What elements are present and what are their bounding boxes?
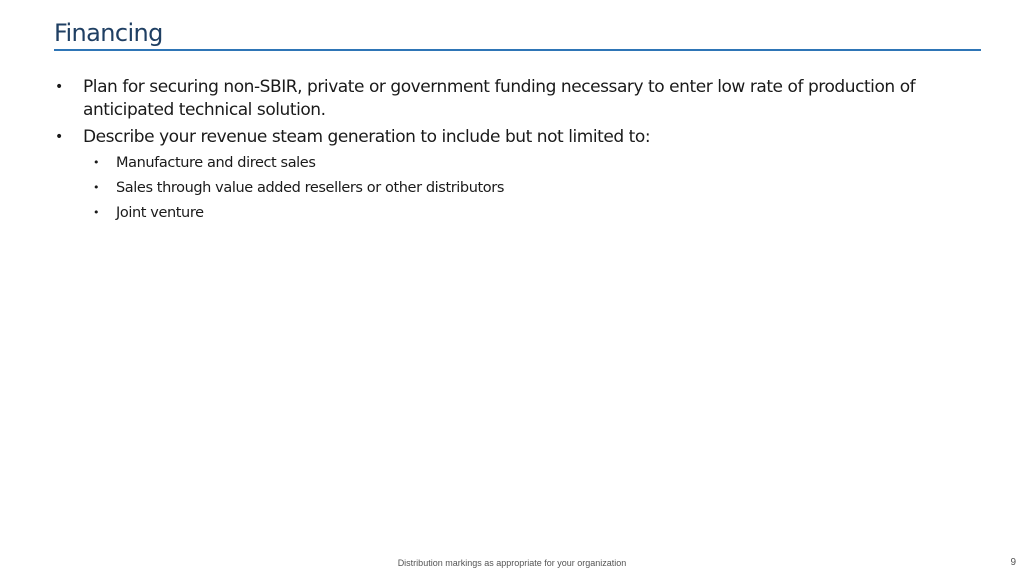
sub-bullet-dot-icon: • xyxy=(93,181,100,194)
bullet-item xyxy=(54,76,974,122)
bullet-item xyxy=(54,126,974,149)
sub-bullet-item xyxy=(54,203,974,223)
sub-bullet-text: Joint venture xyxy=(116,205,204,221)
sub-bullet-text: Manufacture and direct sales xyxy=(116,155,316,171)
distribution-marking: Distribution markings as appropriate for your organization xyxy=(397,558,627,568)
sub-bullet-dot-icon: • xyxy=(93,156,100,169)
sub-bullet-text: Sales through value added resellers or other distributors xyxy=(116,180,504,196)
page-number: 9 xyxy=(1010,557,1016,568)
bullet-text: Describe your revenue steam generation to include but not limited to: xyxy=(83,127,651,147)
sub-bullet-item xyxy=(54,153,974,173)
title-divider xyxy=(54,49,981,51)
bullet-text: Plan for securing non-SBIR, private or government funding necessary to enter low rate of production of anticipated technical solution. xyxy=(83,77,916,120)
bullet-dot-icon: • xyxy=(55,129,63,145)
bullet-list xyxy=(54,76,974,228)
bullet-dot-icon: • xyxy=(55,79,63,95)
sub-bullet-dot-icon: • xyxy=(93,206,100,219)
slide-title: Financing xyxy=(54,19,163,47)
sub-bullet-item xyxy=(54,178,974,198)
sub-bullet-list xyxy=(54,153,974,223)
